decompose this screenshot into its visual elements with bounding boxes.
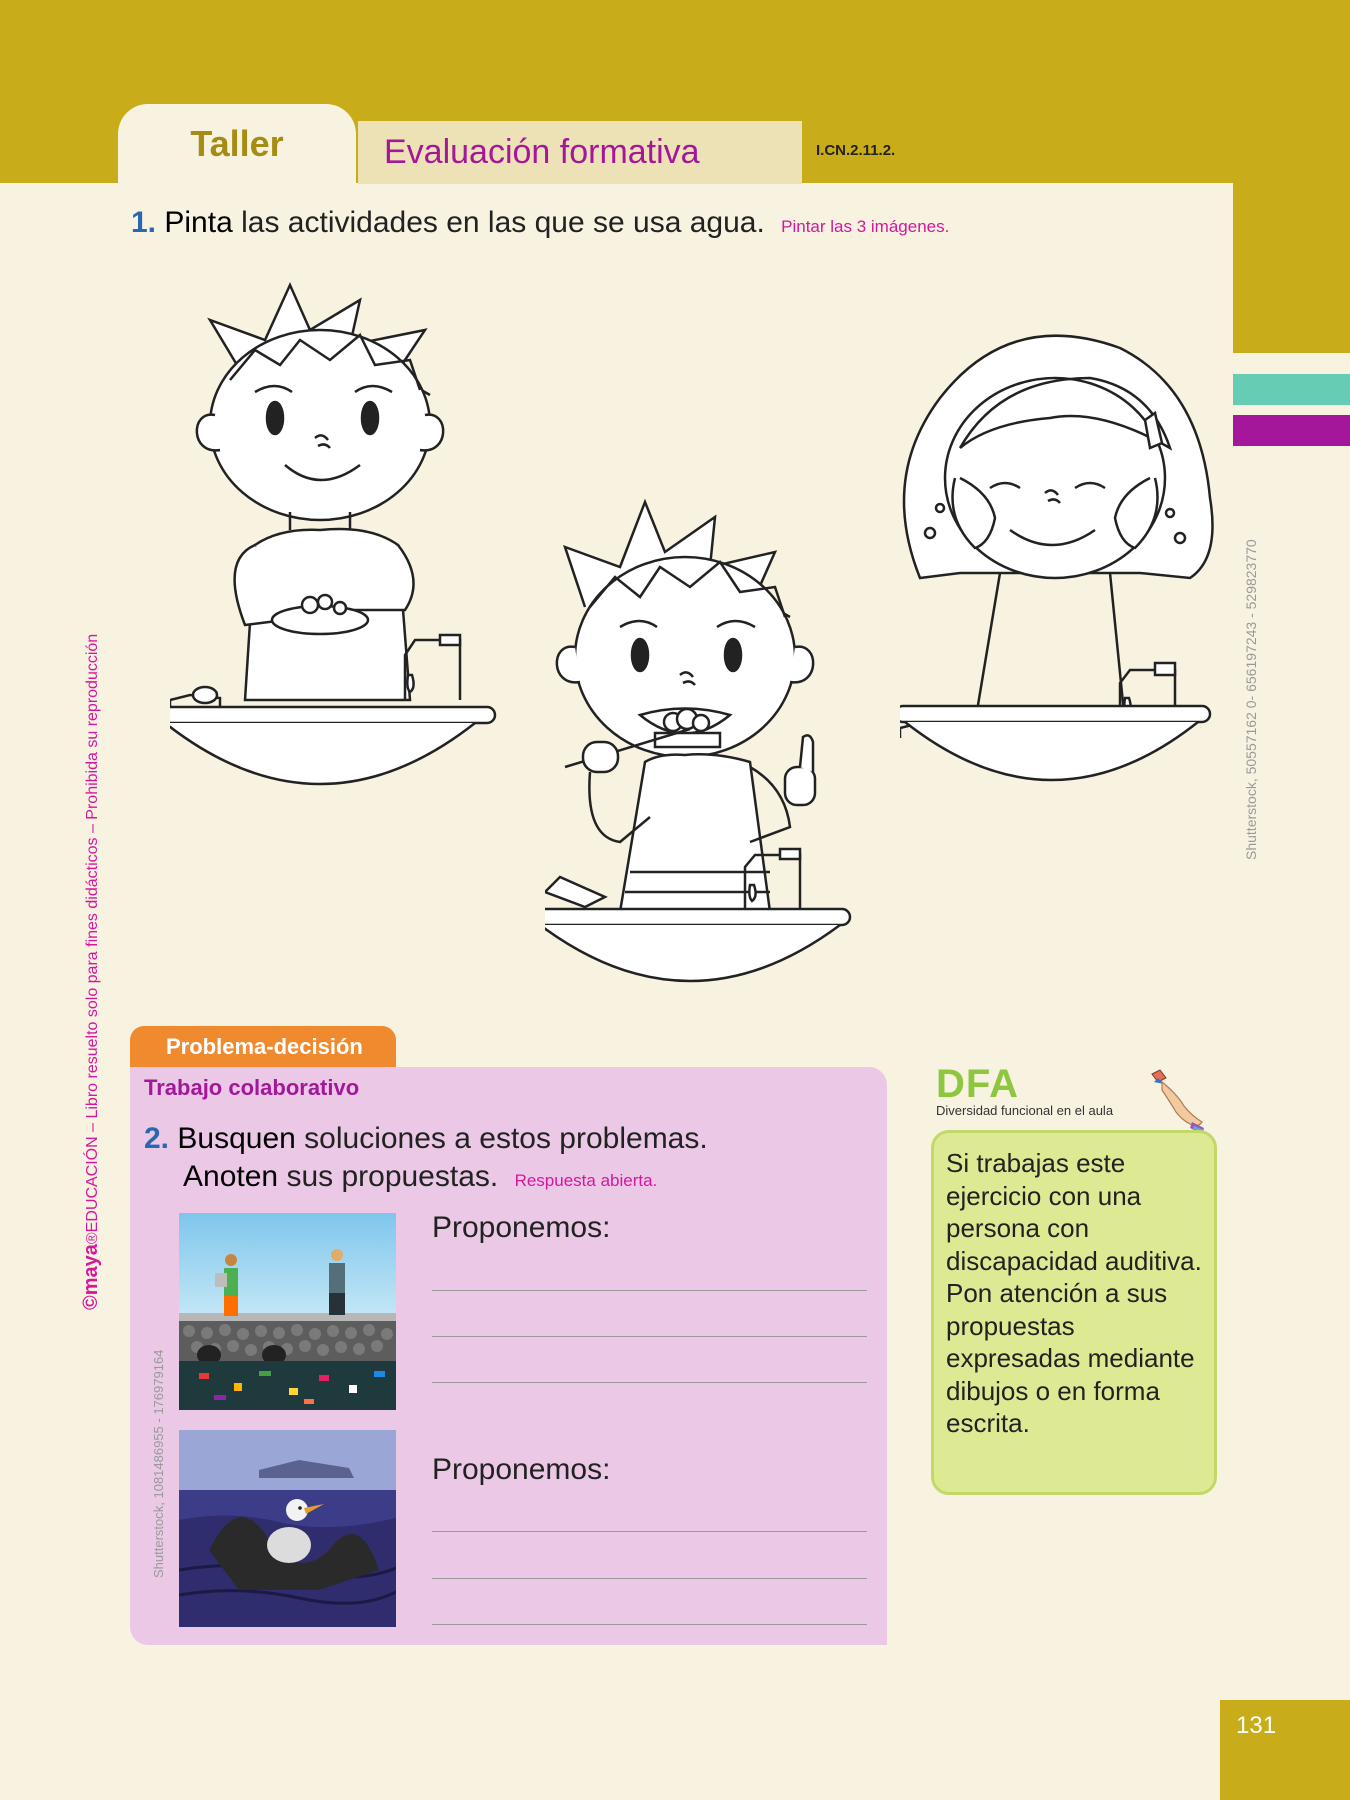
propuesta-1-label: Proponemos:: [432, 1211, 611, 1244]
image-credit-right: Shutterstock, 50557162 0- 656197243 - 529823770: [1243, 539, 1259, 860]
answer-line[interactable]: [432, 1578, 867, 1579]
question-2: [144, 1120, 708, 1200]
teal-stripe: [1233, 374, 1350, 405]
tab-taller: [118, 104, 356, 184]
answer-line[interactable]: [432, 1531, 867, 1532]
trabajo-colaborativo: Trabajo colaborativo: [144, 1075, 360, 1100]
question-2-text-2: sus propuestas.: [286, 1160, 499, 1193]
boy-brushing-teeth-illustration: [545, 497, 865, 1002]
image-credit-photos: Shutterstock, 1081486955 - 176979164: [151, 1349, 166, 1578]
tab-taller-label: Taller: [190, 123, 284, 164]
problema-decision-label: Problema-decisión: [166, 1034, 363, 1059]
dfa-title: DFA: [936, 1062, 1019, 1106]
question-2-verb-1: Busquen: [177, 1122, 296, 1155]
answer-line[interactable]: [432, 1290, 867, 1291]
page-number-box: [1220, 1700, 1350, 1800]
right-band: [1233, 183, 1350, 353]
brand-mark: ©maya: [80, 1244, 102, 1310]
question-1-number: 1.: [131, 206, 157, 239]
indicator-code: I.CN.2.11.2.: [816, 142, 896, 159]
tab-evaluacion: [358, 121, 802, 184]
propuesta-2-label: Proponemos:: [432, 1453, 611, 1486]
oil-spill-bird-photo: [179, 1430, 396, 1627]
answer-line[interactable]: [432, 1382, 867, 1383]
question-1-text: las actividades en las que se usa agua.: [241, 206, 765, 239]
dfa-subtitle: Diversidad funcional en el aula: [936, 1103, 1114, 1118]
dfa-body: Si trabajas este ejercicio con una persona con discapacidad auditiva. Pon atención a sus propuestas expresadas mediante dibujos o en forma escrita.: [946, 1148, 1202, 1438]
dfa-box: [931, 1130, 1217, 1495]
question-2-number: 2.: [144, 1122, 170, 1155]
problema-decision-tab: [130, 1026, 396, 1068]
question-2-verb-2: Anoten: [183, 1160, 279, 1193]
polluted-river-photo: [179, 1213, 396, 1410]
copyright-vertical: [80, 634, 103, 1310]
page-number: 131: [1236, 1712, 1277, 1739]
question-1-verb: Pinta: [164, 206, 233, 239]
answer-line[interactable]: [432, 1336, 867, 1337]
question-1-answer: Pintar las 3 imágenes.: [781, 217, 950, 236]
tab-evaluacion-label: Evaluación formativa: [384, 133, 700, 171]
question-1: [131, 206, 949, 240]
boy-washing-hands-illustration: [170, 280, 500, 800]
answer-line[interactable]: [432, 1624, 867, 1625]
magenta-stripe: [1233, 415, 1350, 446]
girl-washing-face-illustration: [900, 318, 1220, 808]
copyright-text: ®EDUCACIÓN – Libro resuelto solo para fines didácticos – Prohibida su reproducción: [84, 633, 101, 1245]
question-2-answer: Respuesta abierta.: [514, 1171, 658, 1190]
question-2-text-1: soluciones a estos problemas.: [304, 1122, 708, 1155]
